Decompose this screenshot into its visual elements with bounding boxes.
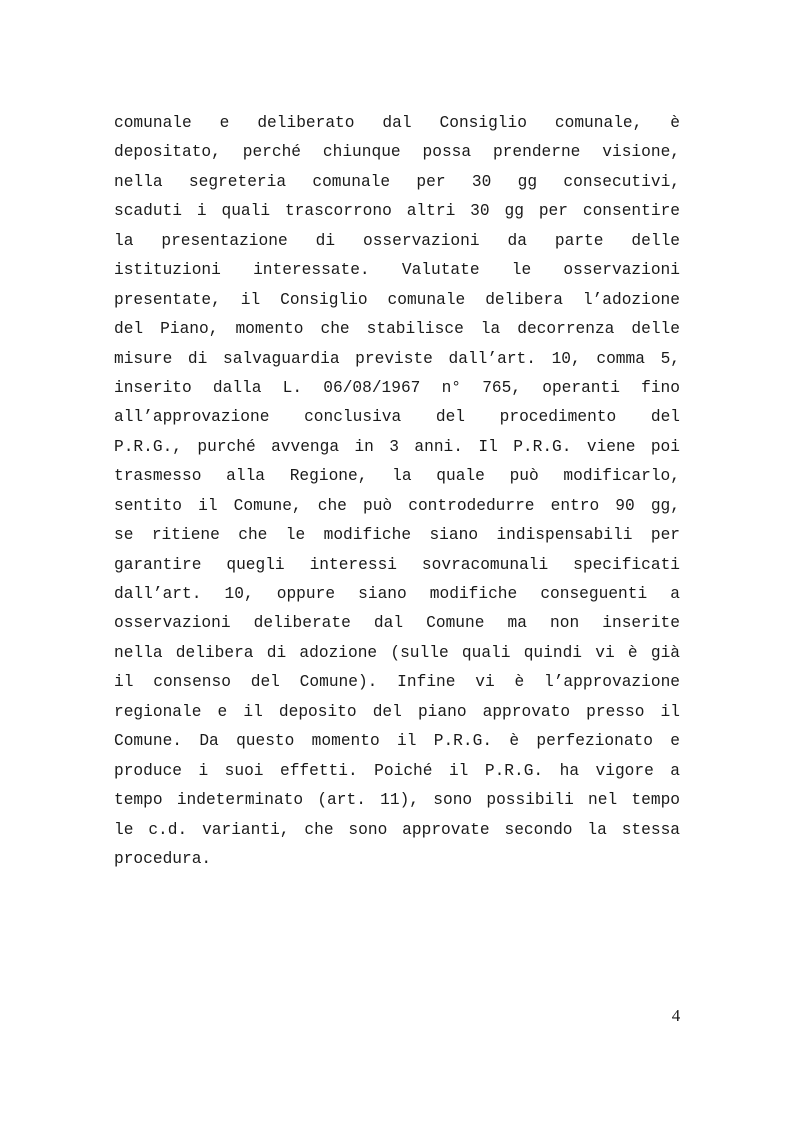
text-line: nella delibera di adozione (sulle quali quindi vi è già — [114, 643, 680, 662]
text-line: sentito il Comune, che può controdedurre entro 90 gg, — [114, 496, 680, 515]
text-line: la presentazione di osservazioni da parte delle — [114, 231, 680, 250]
text-line: istituzioni interessate. Valutate le osservazioni — [114, 261, 680, 280]
text-line: tempo indeterminato (art. 11), sono possibili nel tempo — [114, 791, 680, 810]
text-line: regionale e il deposito del piano approvato presso il — [114, 702, 680, 721]
text-line: inserito dalla L. 06/08/1967 n° 765, operanti fino — [114, 378, 680, 397]
text-line: depositato, perché chiunque possa prenderne visione, — [114, 143, 680, 162]
text-line: il consenso del Comune). Infine vi è l’approvazione — [114, 673, 680, 692]
text-line: scaduti i quali trascorrono altri 30 gg per consentire — [114, 202, 680, 221]
text-line: le c.d. varianti, che sono approvate secondo la stessa — [114, 820, 680, 839]
text-line: garantire quegli interessi sovracomunali specificati — [114, 555, 680, 574]
text-line: Comune. Da questo momento il P.R.G. è perfezionato e — [114, 732, 680, 751]
text-line: se ritiene che le modifiche siano indispensabili per — [114, 526, 680, 545]
text-line: trasmesso alla Regione, la quale può modificarlo, — [114, 467, 680, 486]
page-number: 4 — [671, 1006, 681, 1025]
text-line: comunale e deliberato dal Consiglio comunale, è — [114, 114, 680, 132]
text-line: nella segreteria comunale per 30 gg consecutivi, — [114, 172, 680, 191]
text-line-last: procedura. — [114, 849, 212, 868]
text-line: P.R.G., purché avvenga in 3 anni. Il P.R.G. viene poi — [114, 437, 680, 456]
text-line: dall’art. 10, oppure siano modifiche conseguenti a — [114, 585, 680, 603]
text-line: misure di salvaguardia previste dall’art. 10, comma 5, — [114, 349, 680, 368]
text-line: all’approvazione conclusiva del procedimento del — [114, 408, 680, 427]
body-paragraph — [114, 109, 680, 874]
text-line: presentate, il Consiglio comunale delibera l’adozione — [114, 290, 680, 309]
text-line: osservazioni deliberate dal Comune ma non inserite — [114, 614, 680, 633]
text-line: del Piano, momento che stabilisce la decorrenza delle — [114, 320, 680, 339]
text-line: produce i suoi effetti. Poiché il P.R.G. ha vigore a — [114, 761, 680, 780]
